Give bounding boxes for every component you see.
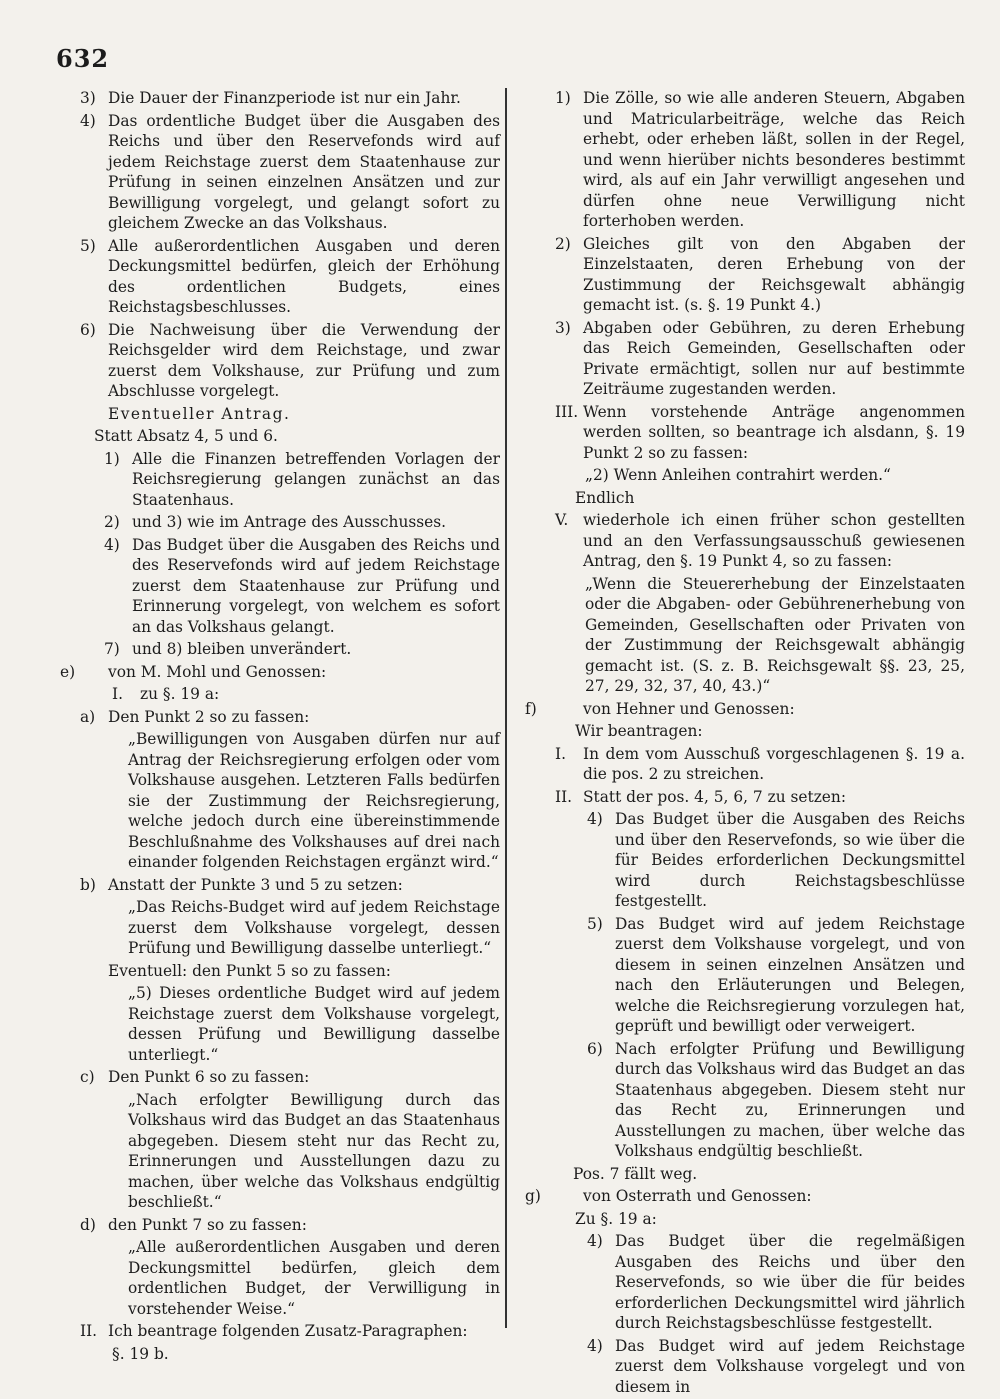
item-label: 2): [555, 234, 571, 253]
item-label: d): [80, 1215, 96, 1234]
paragraph-text: Zu §. 19 a:: [575, 1209, 657, 1228]
paragraph: [555, 234, 965, 316]
paragraph: [525, 699, 965, 720]
item-label: II.: [80, 1322, 98, 1340]
paragraph: [80, 111, 500, 234]
paragraph-text: Gleiches gilt von den Abgaben der Einzelstaaten, deren Erhebung von der Zustimmung der Reichsgewalt abhängig gemacht ist. (s. §. 19 Punkt 4.): [583, 234, 965, 314]
paragraph-text: Ich beantrage folgenden Zusatz-Paragraphen:: [108, 1322, 468, 1340]
column-divider: [505, 88, 507, 1328]
paragraph-text: Das Budget wird auf jedem Reichstage zuerst dem Volkshause vorgelegt und von diesem in: [615, 1336, 965, 1396]
paragraph-text: Die Zölle, so wie alle anderen Steuern, Abgaben und Matricularbeiträge, welche das Reich erhebt, oder erheben läßt, sollen in der Regel, und wenn hierüber nichts besonderes bestimmt wird, als auf ein Jahr verwilligt angesehen und dürfen ohne neue Verwilligung nicht forterhoben werden.: [583, 89, 965, 230]
item-label: 4): [587, 810, 603, 828]
paragraph: [80, 404, 500, 425]
paragraph: [555, 914, 965, 1037]
paragraph: [555, 574, 965, 697]
paragraph: [555, 809, 965, 912]
paragraph-text: und 3) wie im Antrage des Ausschusses.: [132, 513, 447, 531]
paragraph-text: wiederhole ich einen früher schon gestellten und an den Verfassungsausschuß gewiesenen Antrag, den §. 19 Punkt 4, so zu fassen:: [583, 511, 965, 570]
paragraph-text: „Alle außerordentlichen Ausgaben und deren Deckungsmittel bedürfen, gleich dem ordentlichen Budget, der Verwilligung in vorstehender Weise.“: [128, 1238, 500, 1318]
paragraph-text: Alle außerordentlichen Ausgaben und deren Deckungsmittel bedürfen, gleich der Erhöhung des ordentlichen Budgets, eines Reichstagsbeschlusses.: [108, 236, 500, 316]
paragraph-text: Eventuell: den Punkt 5 so zu fassen:: [108, 961, 391, 980]
paragraph: [555, 488, 965, 509]
item-label: 1): [555, 89, 571, 107]
paragraph: [80, 1237, 500, 1319]
item-label: 6): [587, 1039, 603, 1058]
paragraph-text: In dem vom Ausschuß vorgeschlagenen §. 19 a. die pos. 2 zu streichen.: [583, 744, 965, 783]
paragraph: [555, 1336, 965, 1398]
paragraph-text: „Bewilligungen von Ausgaben dürfen nur auf Antrag der Reichsregierung erfolgen oder vom Volkshause ausgehen. Letzteren Falls bedürfen sie der Zustimmung der Reichsregierung, welche jedoch durch eine übereinstimmende Beschlußnahme des Volkshauses auf drei nach einander folgenden Reichstagen ergänzt wird.“: [128, 730, 500, 871]
paragraph-text: Wir beantragen:: [575, 722, 703, 740]
paragraph-text: den Punkt 7 so zu fassen:: [108, 1215, 307, 1234]
item-label: I.: [112, 685, 123, 703]
paragraph-text: Das Budget über die Ausgaben des Reichs und über den Reservefonds, so wie über die für Beides erforderlichen Deckungsmittel wird durch Reichstagsbeschlüsse festgestellt.: [615, 810, 965, 910]
paragraph-text: Statt Absatz 4, 5 und 6.: [94, 427, 278, 445]
paragraph-text: Anstatt der Punkte 3 und 5 zu setzen:: [108, 875, 403, 894]
item-label: 2): [104, 513, 120, 531]
paragraph: [80, 320, 500, 402]
paragraph-text: von Osterrath und Genossen:: [583, 1187, 812, 1205]
item-label: 4): [104, 535, 120, 554]
paragraph: [60, 662, 500, 683]
paragraph-text: §. 19 b.: [112, 1344, 169, 1363]
paragraph-text: Endlich: [575, 488, 635, 507]
item-label: a): [80, 707, 96, 726]
paragraph: [80, 236, 500, 318]
right-column: [525, 88, 965, 1399]
paragraph-text: Statt der pos. 4, 5, 6, 7 zu setzen:: [583, 787, 847, 806]
paragraph-text: „Das Reichs-Budget wird auf jedem Reichstage zuerst dem Volkshause vorgelegt, dessen Prüfung und Bewilligung dasselbe unterliegt.“: [128, 898, 500, 957]
item-label: 7): [104, 640, 120, 658]
paragraph-text: und 8) bleiben unverändert.: [132, 640, 352, 658]
paragraph: [80, 1067, 500, 1088]
item-label: V.: [555, 511, 569, 529]
paragraph-text: „Wenn die Steuererhebung der Einzelstaaten oder die Abgaben- oder Gebührenerhebung von Gemeinden, Gesellschaften oder Privaten von der Zustimmung der Reichsgewalt abhängig gemacht ist. (S. z. B. Reichsgewalt §§. 23, 25, 27, 29, 32, 37, 40, 43.)“: [585, 574, 965, 695]
paragraph-text: „2) Wenn Anleihen contrahirt werden.“: [585, 466, 891, 484]
paragraph: [80, 1344, 500, 1365]
paragraph-text: Eventueller Antrag.: [108, 404, 291, 423]
paragraph: [555, 744, 965, 785]
paragraph: [80, 1321, 500, 1342]
paragraph: [555, 1164, 965, 1185]
item-label: 3): [555, 318, 571, 337]
item-label: 1): [104, 449, 120, 468]
item-label: f): [525, 699, 537, 718]
paragraph: [555, 402, 965, 464]
paragraph: [80, 961, 500, 982]
paragraph: [555, 1209, 965, 1230]
paragraph-text: Den Punkt 2 so zu fassen:: [108, 707, 310, 726]
paragraph: [80, 684, 500, 705]
paragraph-text: Abgaben oder Gebühren, zu deren Erhebung das Reich Gemeinden, Gesellschaften oder Private ermächtigt, sollen nur auf bestimmte Zeiträume zugestanden werden.: [583, 318, 965, 398]
paragraph-text: Das Budget über die regelmäßigen Ausgaben des Reichs und über den Reservefonds, so wie über die für beides erforderlichen Deckungsmittel wird jährlich durch Reichstagsbeschlüsse festgestellt.: [615, 1232, 965, 1332]
paragraph: [555, 88, 965, 232]
paragraph-text: Nach erfolgter Prüfung und Bewilligung durch das Volkshaus wird das Budget an das Staatenhaus abgegeben. Diesem steht nur das Recht zu, Erinnerungen und Ausstellungen zu machen, über welche das Volkshaus endgültig beschließt.: [615, 1039, 965, 1160]
paragraph: [555, 1039, 965, 1162]
paragraph: [555, 721, 965, 742]
paragraph: [555, 787, 965, 808]
item-label: 4): [587, 1232, 603, 1250]
paragraph-text: Den Punkt 6 so zu fassen:: [108, 1068, 310, 1086]
item-label: g): [525, 1187, 541, 1205]
paragraph-text: Alle die Finanzen betreffenden Vorlagen der Reichsregierung gelangen zunächst an das Staatenhaus.: [132, 449, 500, 509]
item-label: 5): [80, 236, 96, 255]
paragraph-text: von Hehner und Genossen:: [583, 699, 795, 718]
paragraph: [80, 535, 500, 638]
paragraph-text: Die Nachweisung über die Verwendung der Reichsgelder wird dem Reichstage, und zwar zuerst dem Volkshause, zur Prüfung und zum Abschlusse vorgelegt.: [108, 320, 500, 400]
paragraph: [80, 729, 500, 873]
paragraph: [80, 449, 500, 511]
paragraph: [555, 1231, 965, 1334]
paragraph-text: von M. Mohl und Genossen:: [108, 662, 327, 681]
item-label: II.: [555, 787, 573, 806]
paragraph-text: Das Budget über die Ausgaben des Reichs und des Reservefonds wird auf jedem Reichstage zuerst dem Staatenhause zur Prüfung und Erinnerung vorgelegt, von welchem es sofort an das Volkshaus gelangt.: [132, 535, 500, 636]
paragraph: [80, 897, 500, 959]
item-label: 4): [587, 1336, 603, 1355]
paragraph: [80, 1090, 500, 1213]
paragraph-text: Pos. 7 fällt weg.: [573, 1164, 698, 1183]
item-label: c): [80, 1068, 95, 1086]
item-label: I.: [555, 744, 566, 763]
paragraph: [80, 875, 500, 896]
paragraph: [555, 510, 965, 572]
paragraph-text: „Nach erfolgter Bewilligung durch das Volkshaus wird das Budget an das Staatenhaus abgegeben. Diesem steht nur das Recht zu, Erinnerungen und Ausstellungen dazu zu machen, über welche das Volkshaus endgültig beschließt.“: [128, 1090, 500, 1211]
item-label: III.: [555, 402, 579, 421]
paragraph-text: zu §. 19 a:: [140, 685, 220, 703]
paragraph: [80, 707, 500, 728]
paragraph: [80, 1215, 500, 1236]
left-column: [60, 88, 500, 1366]
item-label: 6): [80, 320, 96, 339]
paragraph: [555, 318, 965, 400]
paragraph: [525, 1186, 965, 1207]
paragraph: [555, 465, 965, 486]
page-number: 632: [56, 44, 110, 73]
item-label: e): [60, 662, 76, 681]
paragraph: [80, 639, 500, 660]
paragraph-text: Wenn vorstehende Anträge angenommen werden sollten, so beantrage ich alsdann, §. 19 Punkt 2 so zu fassen:: [583, 402, 965, 462]
paragraph: [80, 512, 500, 533]
item-label: b): [80, 875, 96, 894]
paragraph-text: Das Budget wird auf jedem Reichstage zuerst dem Volkshause vorgelegt, und von diesem in seinen einzelnen Ansätzen und nach den Erläuterungen und Belegen, welche die Reichsregierung vorzulegen hat, geprüft und bewilligt oder verweigert.: [615, 914, 965, 1035]
item-label: 5): [587, 914, 603, 933]
item-label: 4): [80, 111, 96, 130]
paragraph-text: „5) Dieses ordentliche Budget wird auf jedem Reichstage zuerst dem Volkshause vorgelegt, dessen Prüfung und Bewilligung dasselbe unterliegt.“: [128, 984, 500, 1064]
paragraph: [80, 426, 500, 447]
paragraph-text: Das ordentliche Budget über die Ausgaben des Reichs und über den Reservefonds wird auf jedem Reichstage zuerst dem Staatenhause zur Prüfung in seinen einzelnen Ansätzen und zur Bewilligung vorgelegt, und gelangt sofort zu gleichem Zwecke an das Volkshaus.: [108, 111, 500, 232]
paragraph: [80, 88, 500, 109]
paragraph: [80, 983, 500, 1065]
paragraph-text: Die Dauer der Finanzperiode ist nur ein Jahr.: [108, 89, 461, 107]
item-label: 3): [80, 89, 96, 107]
